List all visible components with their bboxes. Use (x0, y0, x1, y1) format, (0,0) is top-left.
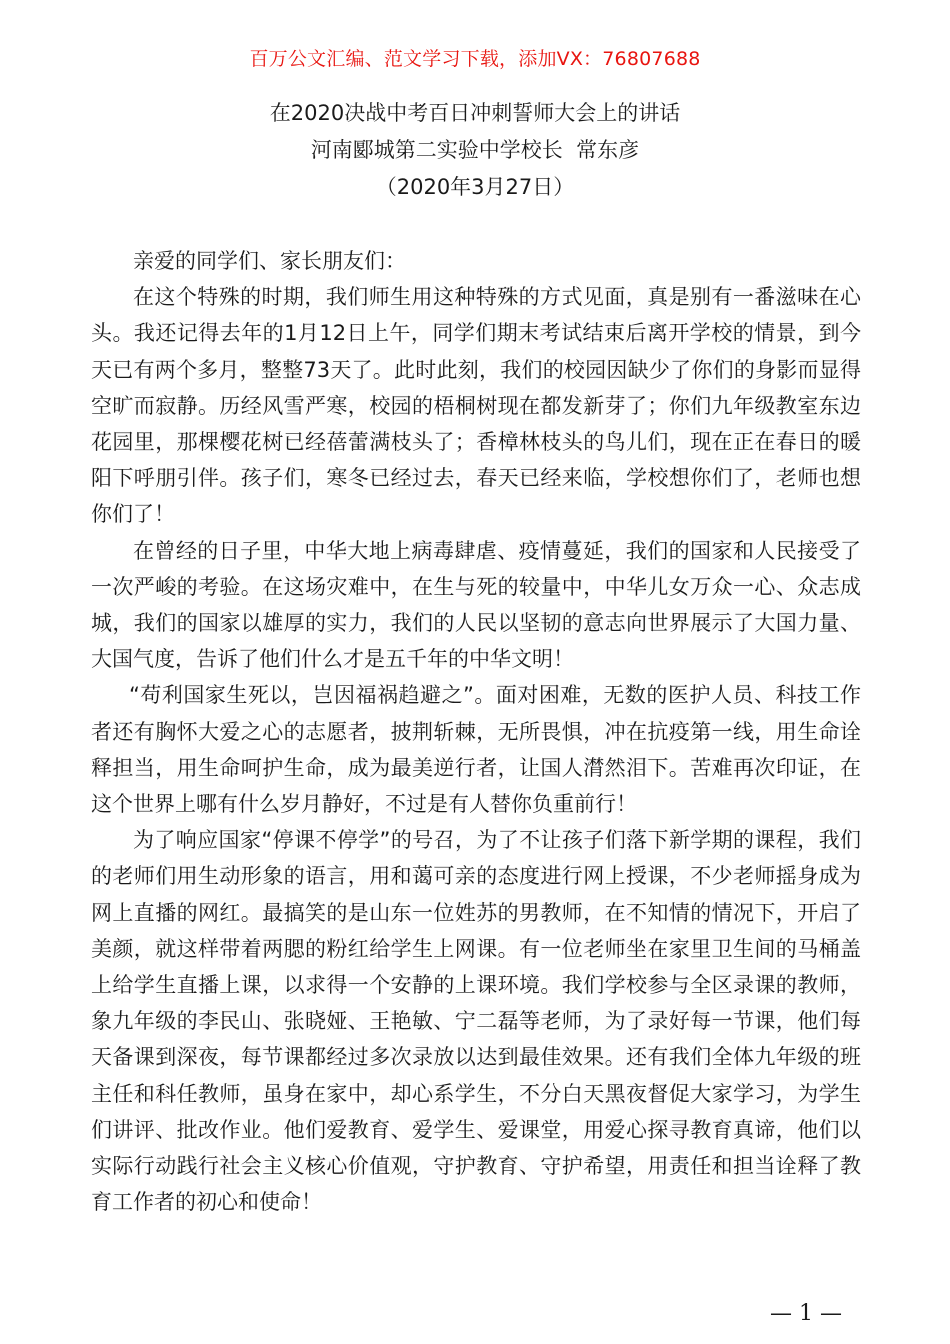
speech-date: （2020年3月27日） (375, 175, 575, 199)
speech-body (91, 243, 861, 1220)
paragraph-4: 为了响应国家“停课不停学”的号召，为了不让孩子们落下新学期的课程，我们的老师们用生动形象的语言，用和蔼可亲的态度进行网上授课，不少老师摇身成为网上直播的网红。最搞笑的是山东一位姓苏的男教师，在不知情的情况下，开启了美颜，就这样带着两腮的粉红给学生上网课。有一位老师坐在家里卫生间的马桶盖上给学生直播上课，以求得一个安静的上课环境。我们学校参与全区录课的教师，象九年级的李民山、张晓娅、王艳敏、宁二磊等老师，为了录好每一节课，他们每天备课到深夜，每节课都经过多次录放以达到最佳效果。还有我们全体九年级的班主任和科任教师，虽身在家中，却心系学生，不分白天黑夜督促大家学习，为学生们讲评、批改作业。他们爱教育、爱学生、爱课堂，用爱心探寻教育真谛，他们以实际行动践行社会主义核心价值观，守护教育、守护希望，用责任和担当诠释了教育工作者的初心和使命！ (91, 828, 861, 1215)
paragraph-1: 在这个特殊的时期，我们师生用这种特殊的方式见面，真是别有一番滋味在心头。我还记得去年的1月12日上午，同学们期末考试结束后离开学校的情景，到今天已有两个多月，整整73天了。此时此刻，我们的校园因缺少了你们的身影而显得空旷而寂静。历经风雪严寒，校园的梧桐树现在都发新芽了；你们九年级教室东边花园里，那棵樱花树已经蓓蕾满枝头了；香樟林枝头的鸟儿们，现在正在春日的暖阳下呼朋引伴。孩子们，寒冬已经过去，春天已经来临，学校想你们了，老师也想你们了！ (91, 285, 861, 527)
salutation: 亲爱的同学们、家长朋友们： (133, 249, 406, 273)
paragraph-2: 在曾经的日子里，中华大地上病毒肆虐、疫情蔓延，我们的国家和人民接受了一次严峻的考验。在这场灾难中，在生与死的较量中，中华儿女万众一心、众志成城，我们的国家以雄厚的实力，我们的人民以坚韧的意志向世界展示了大国力量、大国气度，告诉了他们什么才是五千年的中华文明！ (91, 538, 861, 672)
page-footer (0, 1300, 950, 1328)
page-number: — 1 — (770, 1301, 842, 1326)
paragraph-3: “苟利国家生死以，岂因福祸趋避之”。面对困难，无数的医护人员、科技工作者还有胸怀大爱之心的志愿者，披荆斩棘，无所畏惧，冲在抗疫第一线，用生命诠释担当，用生命呵护生命，成为最美逆行者，让国人潸然泪下。苦难再次印证，在这个世界上哪有什么岁月静好，不过是有人替你负重前行！ (91, 683, 861, 817)
speech-title: 在2020决战中考百日冲刺誓师大会上的讲话 (269, 101, 681, 125)
promo-banner: 百万公文汇编、范文学习下载，添加VX：76807688 (249, 48, 701, 70)
speech-author: 河南郾城第二实验中学校长 常东彦 (310, 138, 640, 162)
